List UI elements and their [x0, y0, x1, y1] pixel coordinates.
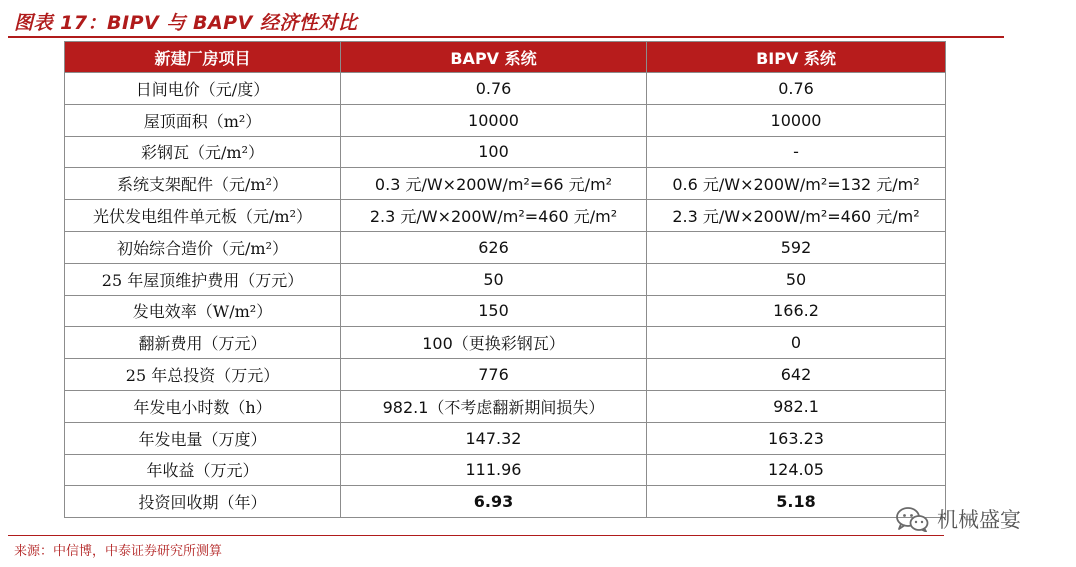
row-label: 年发电量（万度）	[65, 422, 341, 454]
table-row	[65, 295, 946, 327]
source-note: 来源：中信博，中泰证券研究所测算	[14, 544, 223, 559]
bipv-value: 592	[647, 231, 946, 263]
row-label: 年发电小时数（h）	[65, 390, 341, 422]
table-row	[65, 390, 946, 422]
row-label: 屋顶面积（m²）	[65, 104, 341, 136]
bapv-value: 150	[341, 295, 647, 327]
bapv-value: 626	[341, 231, 647, 263]
row-label: 日间电价（元/度）	[65, 73, 341, 105]
bipv-value: 642	[647, 359, 946, 391]
table-row	[65, 136, 946, 168]
row-label: 25 年屋顶维护费用（万元）	[65, 263, 341, 295]
bapv-value: 982.1（不考虑翻新期间损失）	[341, 390, 647, 422]
bipv-value: 0.6 元/W×200W/m²=132 元/m²	[647, 168, 946, 200]
bipv-value: 982.1	[647, 390, 946, 422]
header-bipv: BIPV 系统	[647, 42, 946, 73]
bapv-value: 100	[341, 136, 647, 168]
bapv-value: 0.76	[341, 73, 647, 105]
table-header-row	[65, 42, 946, 73]
bipv-value: 166.2	[647, 295, 946, 327]
wechat-icon	[895, 506, 929, 532]
table-row	[65, 486, 946, 518]
row-label: 25 年总投资（万元）	[65, 359, 341, 391]
table-row	[65, 168, 946, 200]
bipv-value: 124.05	[647, 454, 946, 486]
row-label: 发电效率（W/m²）	[65, 295, 341, 327]
table-row	[65, 359, 946, 391]
header-bapv: BAPV 系统	[341, 42, 647, 73]
bapv-value: 50	[341, 263, 647, 295]
bapv-value: 10000	[341, 104, 647, 136]
row-label: 年收益（万元）	[65, 454, 341, 486]
header-project: 新建厂房项目	[65, 42, 341, 73]
row-label: 系统支架配件（元/m²）	[65, 168, 341, 200]
table-row	[65, 263, 946, 295]
watermark	[895, 504, 1021, 534]
bipv-value: 5.18	[647, 486, 946, 518]
bapv-value: 147.32	[341, 422, 647, 454]
watermark-text: 机械盛宴	[937, 508, 1021, 532]
bapv-value: 111.96	[341, 454, 647, 486]
table-row	[65, 422, 946, 454]
bapv-value: 776	[341, 359, 647, 391]
row-label: 彩钢瓦（元/m²）	[65, 136, 341, 168]
bipv-value: 0	[647, 327, 946, 359]
bapv-value: 6.93	[341, 486, 647, 518]
bipv-value: 163.23	[647, 422, 946, 454]
bapv-value: 100（更换彩钢瓦）	[341, 327, 647, 359]
bottom-divider	[8, 535, 944, 536]
bipv-value: 2.3 元/W×200W/m²=460 元/m²	[647, 200, 946, 232]
row-label: 初始综合造价（元/m²）	[65, 231, 341, 263]
title-divider	[8, 36, 1004, 38]
table-row	[65, 104, 946, 136]
comparison-table	[64, 41, 946, 518]
figure-title: 图表 17：BIPV 与 BAPV 经济性对比	[14, 12, 358, 34]
table-row	[65, 200, 946, 232]
bipv-value: -	[647, 136, 946, 168]
bipv-value: 50	[647, 263, 946, 295]
bapv-value: 2.3 元/W×200W/m²=460 元/m²	[341, 200, 647, 232]
table-row	[65, 73, 946, 105]
table-row	[65, 327, 946, 359]
bipv-value: 0.76	[647, 73, 946, 105]
bipv-value: 10000	[647, 104, 946, 136]
table-row	[65, 454, 946, 486]
table-row	[65, 231, 946, 263]
row-label: 投资回收期（年）	[65, 486, 341, 518]
bapv-value: 0.3 元/W×200W/m²=66 元/m²	[341, 168, 647, 200]
row-label: 光伏发电组件单元板（元/m²）	[65, 200, 341, 232]
row-label: 翻新费用（万元）	[65, 327, 341, 359]
